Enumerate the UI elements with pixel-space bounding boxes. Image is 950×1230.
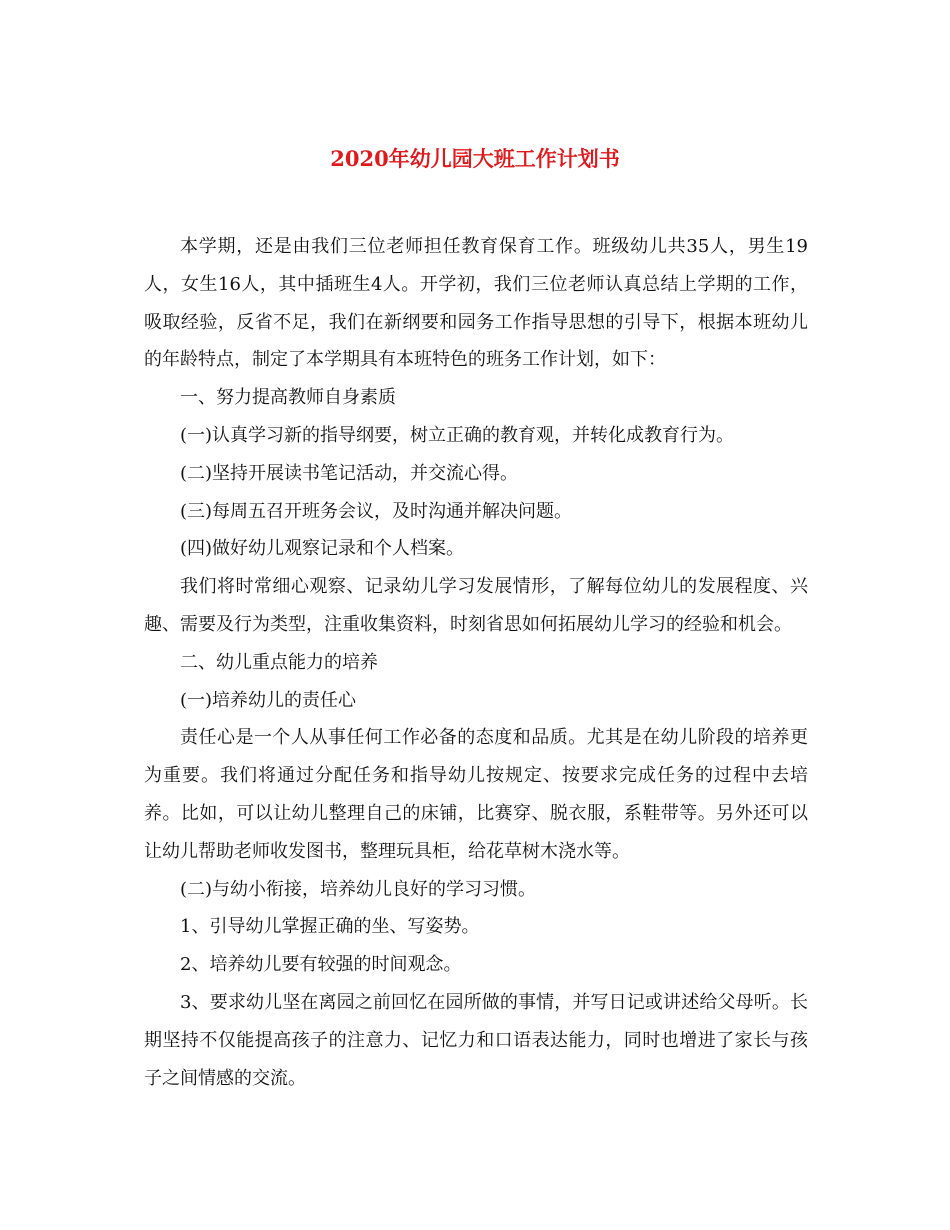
document-body bbox=[144, 228, 808, 1097]
section-heading-1: 一、努力提高教师自身素质 bbox=[180, 387, 396, 409]
paragraph-intro: 本学期，还是由我们三位老师担任教育保育工作。班级幼儿共35人，男生19人，女生16人，其中插班生4人。开学初，我们三位老师认真总结上学期的工作，吸取经验，反省不足，我们在新纲要和园务工作指导思想的引导下，根据本班幼儿的年龄特点，制定了本学期具有本班特色的班务工作计划，如下： bbox=[144, 236, 808, 371]
section-heading-2: 二、幼儿重点能力的培养 bbox=[180, 651, 378, 673]
subsection-heading: (一)培养幼儿的责任心 bbox=[180, 689, 357, 711]
paragraph-observation: 我们将时常细心观察、记录幼儿学习发展情形，了解每位幼儿的发展程度、兴趣、需要及行为类型，注重收集资料，时刻省思如何拓展幼儿学习的经验和机会。 bbox=[144, 576, 808, 635]
list-item: (四)做好幼儿观察记录和个人档案。 bbox=[180, 538, 465, 560]
document-title: 2020年幼儿园大班工作计划书 bbox=[330, 146, 620, 171]
list-item: 3、要求幼儿坚在离园之前回忆在园所做的事情，并写日记或讲述给父母听。长期坚持不仅能提高孩子的注意力、记忆力和口语表达能力，同时也增进了家长与孩子之间情感的交流。 bbox=[144, 991, 808, 1089]
list-item: 2、培养幼儿要有较强的时间观念。 bbox=[180, 954, 462, 976]
subsection-heading: (二)与幼小衔接，培养幼儿良好的学习习惯。 bbox=[180, 878, 537, 900]
list-item: (二)坚持开展读书笔记活动，并交流心得。 bbox=[180, 462, 519, 484]
list-item: 1、引导幼儿掌握正确的坐、写姿势。 bbox=[180, 916, 480, 938]
paragraph-responsibility: 责任心是一个人从事任何工作必备的态度和品质。尤其是在幼儿阶段的培养更为重要。我们将通过分配任务和指导幼儿按规定、按要求完成任务的过程中去培养。比如，可以让幼儿整理自己的床铺，比赛穿、脱衣服，系鞋带等。另外还可以让幼儿帮助老师收发图书，整理玩具柜，给花草树木浇水等。 bbox=[144, 727, 808, 862]
list-item: (三)每周五召开班务会议，及时沟通并解决问题。 bbox=[180, 500, 573, 522]
list-item: (一)认真学习新的指导纲要，树立正确的教育观，并转化成教育行为。 bbox=[180, 424, 735, 446]
